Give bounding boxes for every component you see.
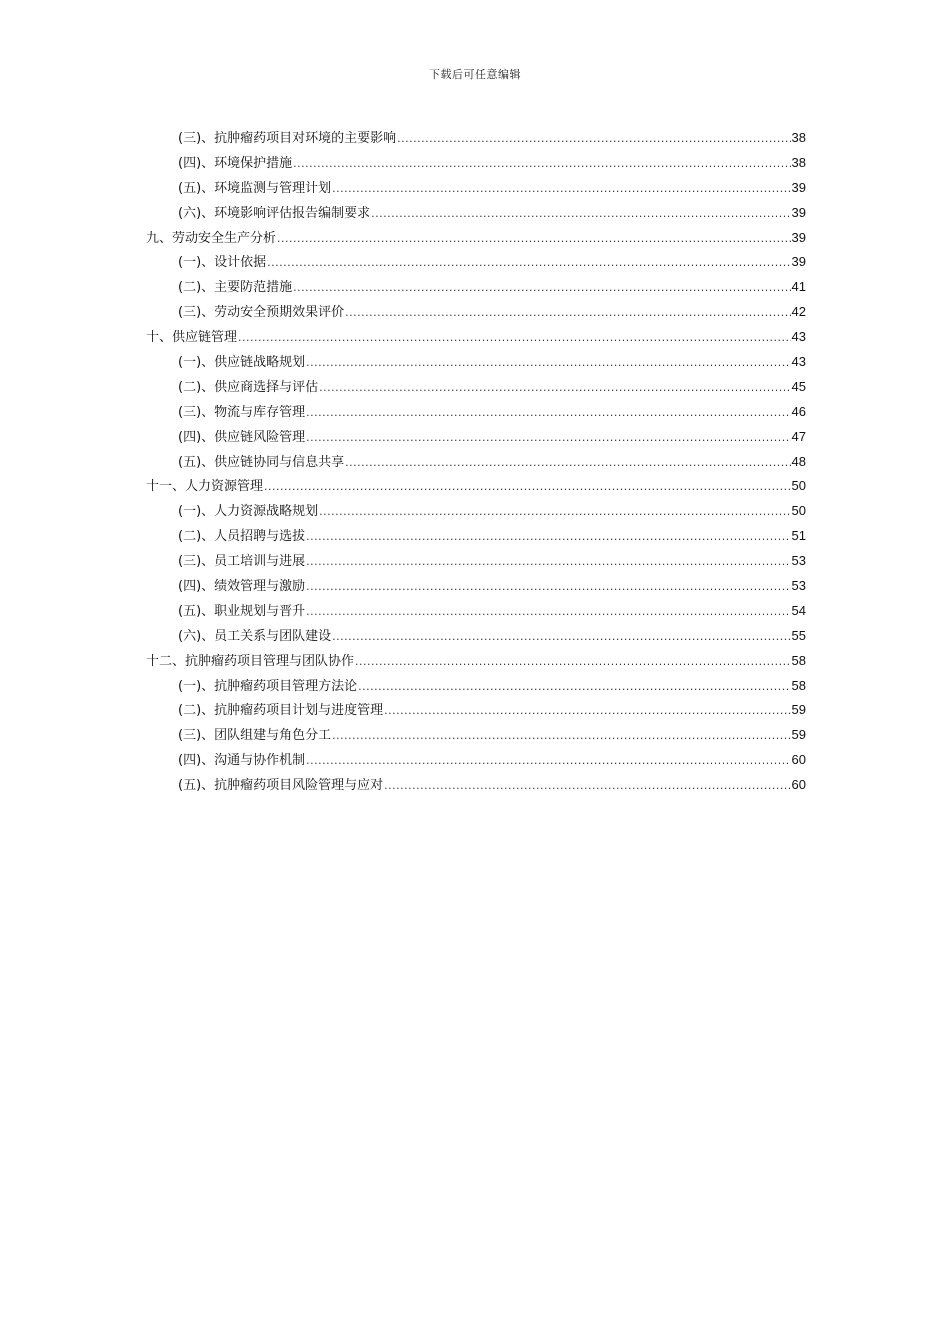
toc-section-entry[interactable] [146,599,806,624]
toc-dot-leader [306,575,790,600]
toc-entry-title: (五)、职业规划与晋升 [178,603,306,619]
toc-section-entry[interactable] [146,250,806,275]
toc-section-entry[interactable] [146,176,806,201]
toc-entry-page-number: 45 [791,378,806,394]
toc-section-entry[interactable] [146,425,806,450]
toc-dot-leader [267,251,790,276]
toc-dot-leader [264,475,791,500]
toc-entry-title: (六)、环境影响评估报告编制要求 [178,205,371,221]
toc-section-entry[interactable] [146,624,806,649]
toc-entry-title: (五)、供应链协同与信息共享 [178,454,345,470]
toc-entry-title: (四)、供应链风险管理 [178,429,306,445]
toc-entry-title: (四)、绩效管理与激励 [178,579,306,595]
toc-dot-leader [332,625,790,650]
toc-entry-page-number: 38 [791,154,806,170]
toc-dot-leader [355,650,791,675]
toc-section-entry[interactable] [146,773,806,798]
toc-entry-title: (二)、人员招聘与选拔 [178,529,306,545]
toc-entry-page-number: 60 [791,777,806,793]
toc-dot-leader [306,401,790,426]
toc-dot-leader [293,152,790,177]
toc-entry-page-number: 39 [791,204,806,220]
toc-dot-leader [238,326,791,351]
toc-dot-leader [306,426,790,451]
toc-dot-leader [293,276,790,301]
toc-entry-page-number: 59 [791,702,806,718]
toc-entry-page-number: 53 [791,578,806,594]
toc-entry-title: 九、劳动安全生产分析 [146,230,277,246]
toc-entry-title: (四)、沟通与协作机制 [178,753,306,769]
toc-entry-page-number: 39 [791,179,806,195]
toc-dot-leader [384,774,790,799]
toc-entry-page-number: 60 [791,752,806,768]
toc-section-entry[interactable] [146,201,806,226]
toc-entry-page-number: 41 [791,279,806,295]
toc-dot-leader [345,451,790,476]
toc-entry-title: (三)、员工培训与进展 [178,554,306,570]
toc-chapter-entry[interactable] [146,226,806,251]
toc-dot-leader [332,177,790,202]
toc-entry-page-number: 39 [791,254,806,270]
toc-dot-leader [319,500,790,525]
toc-entry-page-number: 50 [791,503,806,519]
toc-dot-leader [319,376,790,401]
toc-section-entry[interactable] [146,499,806,524]
toc-entry-title: (四)、环境保护措施 [178,155,293,171]
toc-entry-title: (二)、供应商选择与评估 [178,379,319,395]
toc-entry-title: (五)、环境监测与管理计划 [178,180,332,196]
toc-section-entry[interactable] [146,300,806,325]
toc-dot-leader [371,202,790,227]
toc-entry-title: (一)、设计依据 [178,255,267,271]
toc-entry-page-number: 58 [791,677,806,693]
toc-dot-leader [277,227,791,252]
toc-entry-title: (二)、主要防范措施 [178,280,293,296]
toc-dot-leader [332,724,790,749]
toc-dot-leader [397,127,790,152]
toc-chapter-entry[interactable] [146,649,806,674]
toc-section-entry[interactable] [146,350,806,375]
toc-dot-leader [306,749,790,774]
toc-dot-leader [358,675,790,700]
toc-entry-title: (三)、团队组建与角色分工 [178,728,332,744]
toc-dot-leader [306,525,790,550]
toc-section-entry[interactable] [146,275,806,300]
toc-entry-page-number: 38 [791,130,806,145]
toc-entry-title: (三)、抗肿瘤药项目对环境的主要影响 [178,131,397,146]
toc-dot-leader [306,351,790,376]
toc-entry-title: 十、供应链管理 [146,330,238,346]
toc-section-entry[interactable] [146,151,806,176]
toc-section-entry[interactable] [146,748,806,773]
toc-section-entry[interactable] [146,450,806,475]
toc-dot-leader [306,550,790,575]
toc-chapter-entry[interactable] [146,474,806,499]
toc-entry-title: (三)、物流与库存管理 [178,404,306,420]
page-header: 下载后可任意编辑 [429,68,521,81]
toc-entry-title: (一)、抗肿瘤药项目管理方法论 [178,678,358,694]
toc-section-entry[interactable] [146,698,806,723]
toc-section-entry[interactable] [146,574,806,599]
toc-entry-title: 十一、人力资源管理 [146,479,264,495]
toc-entry-title: (六)、员工关系与团队建设 [178,628,332,644]
toc-entry-page-number: 58 [791,652,806,668]
toc-entry-page-number: 53 [791,553,806,569]
toc-section-entry[interactable] [146,400,806,425]
toc-section-entry[interactable] [146,674,806,699]
toc-entry-title: (三)、劳动安全预期效果评价 [178,305,345,321]
toc-entry-page-number: 59 [791,727,806,743]
table-of-contents [146,126,806,798]
toc-entry-page-number: 48 [791,453,806,469]
toc-section-entry[interactable] [146,723,806,748]
toc-section-entry[interactable] [146,524,806,549]
toc-entry-page-number: 51 [791,528,806,544]
toc-entry-page-number: 47 [791,428,806,444]
toc-section-entry[interactable] [146,549,806,574]
toc-entry-title: (一)、人力资源战略规划 [178,504,319,520]
toc-dot-leader [345,301,790,326]
toc-section-entry[interactable] [146,375,806,400]
toc-entry-page-number: 39 [791,229,806,245]
toc-entry-page-number: 42 [791,304,806,320]
toc-entry-page-number: 54 [791,602,806,618]
toc-entry-title: 十二、抗肿瘤药项目管理与团队协作 [146,653,355,669]
toc-entry-page-number: 43 [791,329,806,345]
toc-entry-page-number: 46 [791,403,806,419]
toc-entry-title: (二)、抗肿瘤药项目计划与进度管理 [178,703,384,719]
toc-entry-page-number: 50 [791,478,806,494]
toc-entry-title: (五)、抗肿瘤药项目风险管理与应对 [178,778,384,794]
toc-dot-leader [384,699,790,724]
toc-dot-leader [306,600,790,625]
toc-entry-page-number: 55 [791,627,806,643]
toc-chapter-entry[interactable] [146,325,806,350]
toc-section-entry[interactable] [146,126,806,151]
toc-entry-page-number: 43 [791,354,806,370]
toc-entry-title: (一)、供应链战略规划 [178,355,306,371]
